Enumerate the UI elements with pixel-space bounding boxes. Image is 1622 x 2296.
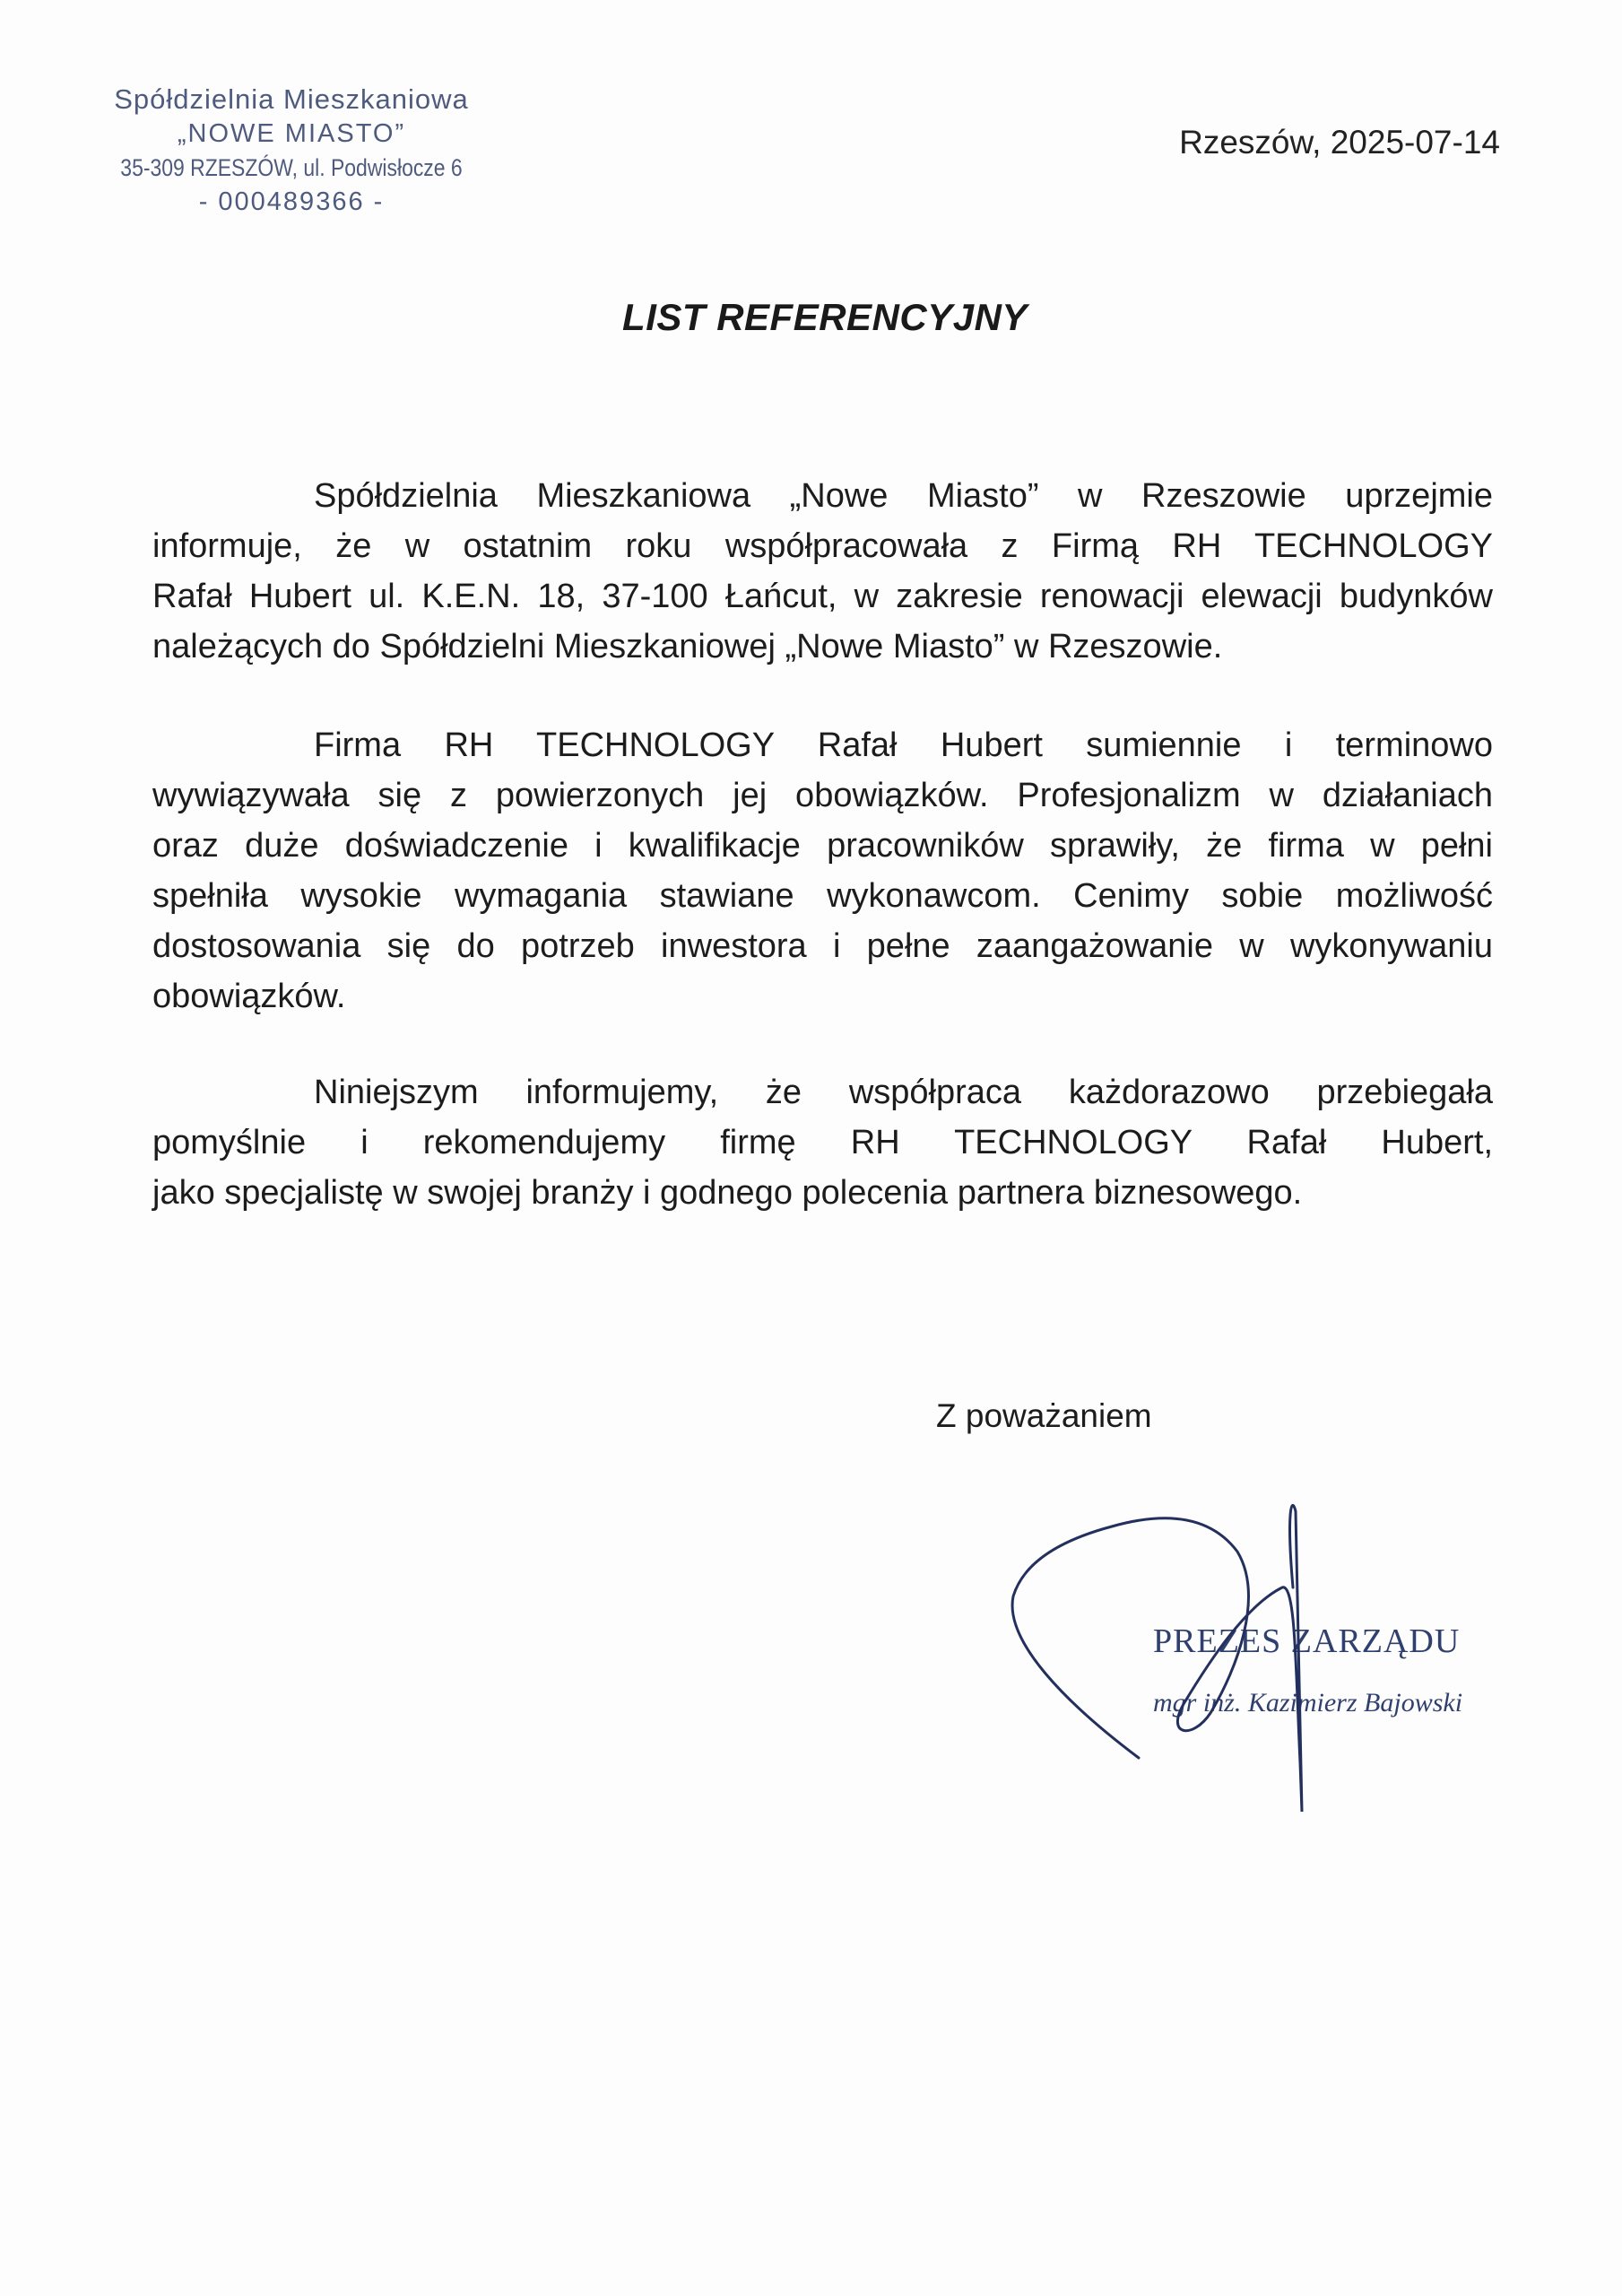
closing-salutation: Z poważaniem (936, 1397, 1152, 1434)
paragraph-2 (152, 720, 1493, 1022)
text-line: Rafał Hubert ul. K.E.N. 18, 37-100 Łańcut, w zakresie renowacji elewacji budynków (152, 578, 1493, 615)
paragraph-3 (152, 1067, 1493, 1218)
stamp-address: 35-309 RZESZÓW, ul. Podwisłocze 6 (120, 154, 463, 181)
text-line: Spółdzielnia Mieszkaniowa „Nowe Miasto” w Rzeszowie uprzejmie (314, 477, 1493, 515)
text-line: spełniła wysokie wymagania stawiane wykonawcom. Cenimy sobie możliwość (152, 877, 1493, 915)
paragraph-1 (152, 471, 1493, 672)
text-line: oraz duże doświadczenie i kwalifikacje pracowników sprawiły, że firma w pełni (152, 827, 1493, 865)
signatory-name: mgr inż. Kazimierz Bajowski (1153, 1688, 1463, 1718)
text-line: informuje, że w ostatnim roku współpracowała z Firmą RH TECHNOLOGY (152, 527, 1493, 565)
document-title: LIST REFERENCYJNY (622, 296, 1028, 338)
signatory-role: PREZES ZARZĄDU (1153, 1622, 1461, 1660)
text-line: Niniejszym informujemy, że współpraca każdorazowo przebiegała (314, 1074, 1493, 1111)
stamp-regon: - 000489366 - (198, 187, 385, 216)
text-line: należących do Spółdzielni Mieszkaniowej „Nowe Miasto” w Rzeszowie. (152, 628, 1223, 665)
place-date: Rzeszów, 2025-07-14 (1179, 124, 1500, 161)
text-line: obowiązków. (152, 978, 346, 1015)
handwritten-signature (986, 1489, 1363, 1830)
stamp-name: Spółdzielnia Mieszkaniowa (114, 83, 469, 115)
company-stamp (90, 83, 493, 219)
text-line: wywiązywała się z powierzonych jej obowiązków. Profesjonalizm w działaniach (152, 777, 1493, 814)
text-line: Firma RH TECHNOLOGY Rafał Hubert sumiennie i terminowo (314, 726, 1493, 764)
stamp-subname: „NOWE MIASTO” (177, 119, 406, 148)
text-line: jako specjalistę w swojej branży i godnego polecenia partnera biznesowego. (152, 1174, 1303, 1212)
text-line: pomyślnie i rekomendujemy firmę RH TECHNOLOGY Rafał Hubert, (152, 1124, 1493, 1161)
text-line: dostosowania się do potrzeb inwestora i pełne zaangażowanie w wykonywaniu (152, 927, 1493, 965)
